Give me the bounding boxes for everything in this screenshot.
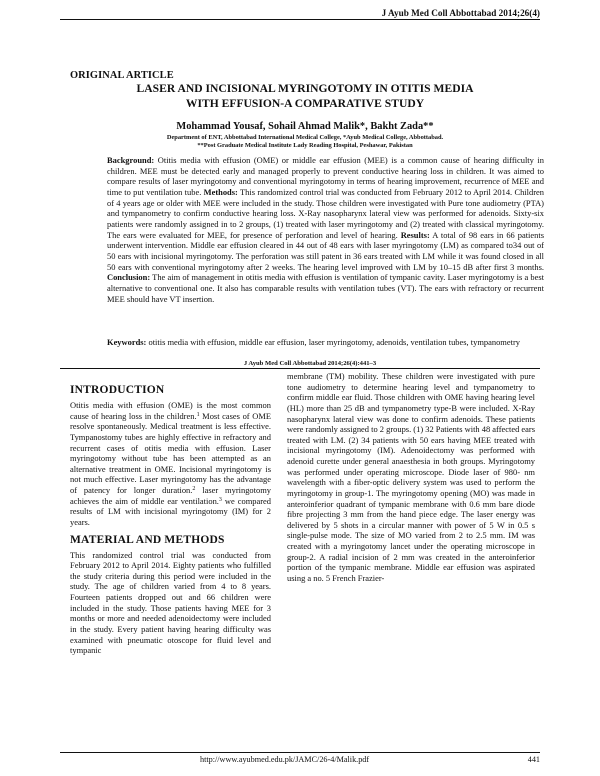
- citation: J Ayub Med Coll Abbottabad 2014;26(4):441–3: [243, 360, 377, 367]
- reference-2: 2: [192, 486, 196, 492]
- header-rule: [60, 19, 540, 20]
- affiliation-1: Department of ENT, Abbottabad International Medical College, *Ayub Medical College, Abbottabad.: [166, 134, 444, 141]
- affiliation-2: **Post Graduate Medical Institute Lady Reading Hospital, Peshawar, Pakistan: [197, 142, 413, 149]
- keywords: [107, 337, 544, 348]
- intro-text-2: Most cases of OME resolve spontaneously. Medical treatment is less effective. Tympanostomy tubes are highly effective in refractory and recurrent cases of otitis media with effusion. Laser myringotomy without tube has been attempted as an alternative treatment in OME. Incisional myringotomy is not much effective. Laser myringotomy has the advantage of patency for longer duration.: [70, 410, 271, 495]
- intro-text-4: we compared results of LM with incisional myringotomy (IM) for 2 years.: [70, 495, 271, 527]
- conclusion-text: The aim of management in otitis media with effusion is ventilation of tympanic cavity. Laser myringotomy is a best alternative to conventional one. It also has comparable results with ventilation tubes (VT). The ears with refractory or recurrent MEE should have VT insertion.: [107, 272, 544, 304]
- introduction-paragraph: [70, 400, 271, 528]
- conclusion-label: Conclusion:: [107, 272, 151, 283]
- left-column: [70, 371, 271, 656]
- footer-url[interactable]: http://www.ayubmed.edu.pk/JAMC/26-4/Malik.pdf: [200, 755, 370, 764]
- results-label: Results:: [400, 229, 430, 240]
- methods-text: This randomized control trial was conducted from February 2012 to April 2014. Children of 4 years age or older with MEE were included in the study. Those children were investigated with Pure tone audiometry (PTA) and tympanometry to confirm conductive hearing loss. X-Ray nasopharynx lateral view was performed for adenoids. Sixty-six patients were randomly assigned in to 2 groups, (1) treated with laser myringotomy and (2) treated with classical myringotomy. The ears were evaluated for MEE, for presence of perforation and level of hearing.: [107, 186, 544, 240]
- methods-heading: MATERIAL AND METHODS: [70, 533, 225, 546]
- introduction-heading: INTRODUCTION: [70, 384, 165, 396]
- article-title: [70, 82, 540, 111]
- article-type: ORIGINAL ARTICLE: [70, 70, 174, 81]
- title-line-2: WITH EFFUSION-A COMPARATIVE STUDY: [185, 96, 425, 110]
- intro-text-1: Otitis media with effusion (OME) is the most common cause of hearing loss in the children.: [70, 400, 271, 421]
- authors: Mohammad Yousaf, Sohail Ahmad Malik*, Bakht Zada**: [176, 121, 434, 132]
- methods-paragraph-2: membrane (TM) mobility. These children were investigated with pure tone audiometry to determine hearing level and tympanometry to confirm middle ear fluid. Those children with OME having hearing level (HL) more than 25 dB and tympanometry type-B were included. X-Ray nasopharynx lateral view was done to confirm adenoids. These patients were randomly assigned to 2 groups. (1) 32 Patients with 48 affected ears treated with LM. (2) 34 patients with 50 ears having MEE treated with incisional myringotomy (IM). Adenoidectomy was performed with adenoid curette under general anaesthesia in both groups. Myringotomy was performed under operating microscope. Diode laser of 980- nm wavelength with a fiber-optic delivery system was used to perform the myringotomy in group-1. The myringotomy opening (MO) was made in anteroinferior quadrant of tympanic membrane with 0.6 mm bare diode fibre projecting 3 mm from the hand piece edge. The laser energy was delivered by 5 shots in a circular manner with power of 5 W in 0.5 s single-pulse mode. The size of MO varied from 2 to 2.5 mm. IM was created with a myringotomy lancet under the operating microscope in group-2. A radial incision of 2 mm was created in the anteroinferior portion of the tympanic membrane. Middle ear effusion was aspirated using a no. 5 French Frazier-: [287, 371, 535, 583]
- footer-rule: [60, 752, 540, 753]
- abstract: [107, 155, 544, 304]
- journal-header: J Ayub Med Coll Abbottabad 2014;26(4): [381, 8, 540, 18]
- keywords-text: otitis media with effusion, middle ear effusion, laser myringotomy, adenoids, ventilation tubes, tympanometry: [146, 337, 520, 347]
- reference-1: 1: [196, 411, 200, 418]
- page-number: 441: [527, 755, 540, 764]
- background-text: Otitis media with effusion (OME) or middle ear effusion (MEE) is a common cause of hearing difficulty in children. MEE must be detected early and managed properly to prevent conductive hearing loss in children. It was aimed to compare results of laser myringotomy and conventional myringotomy in terms of hearing improvement, recurrence of MEE and time to put ventilation tube.: [107, 155, 544, 197]
- methods-paragraph-1: This randomized control trial was conducted from February 2012 to April 2014. Eighty patients who fulfilled the study criteria during this period were included in the study. The age of children varied from 4 to 8 years. Fourteen patients dropped out and 66 children were included in the study. Those patients having MEE for 3 months or more and needed adenoidectomy were included in the study. Every patient having hearing difficulty was examined with pneumatic otoscope for fluid level and tympanic: [70, 549, 271, 656]
- citation-rule: [60, 368, 540, 369]
- right-column: [287, 371, 535, 584]
- background-label: Background:: [107, 155, 155, 165]
- results-text: A total of 98 ears in 66 patients underwent intervention. Middle ear effusion cleared in 44 out of 48 ears with laser myringotomy (LM) as compared to34 out of 50 ears with incisional myringotomy. The perforation was still patent in 36 ears treated with LM while it was found closed in all 50 ears with conventional myringotomy after 2 weeks. The hearing level improved with LM by 10–15 dB after first 3 months.: [107, 229, 544, 272]
- intro-text-3: laser myringotomy achieves the aim of middle ear ventilation.: [70, 485, 271, 506]
- title-line-1: LASER AND INCISIONAL MYRINGOTOMY IN OTITIS MEDIA: [136, 82, 474, 95]
- methods-label: Methods:: [203, 186, 238, 197]
- keywords-label: Keywords:: [107, 337, 147, 347]
- reference-3: 3: [218, 496, 222, 503]
